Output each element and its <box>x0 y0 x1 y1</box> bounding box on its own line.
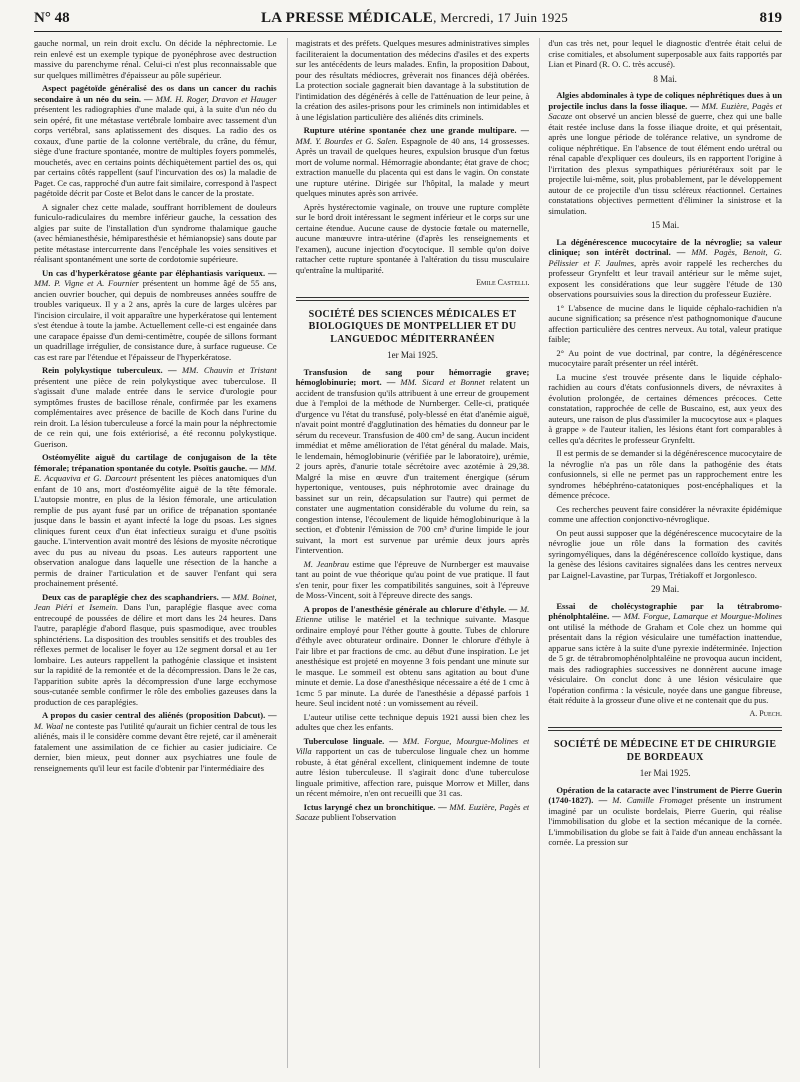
article-authors: MM. Forgue, Lamarque et Mourgue-Molines <box>623 611 782 621</box>
article-authors: MM. Pagès, Benoit, G. Pélissier et F. Jaulmes, <box>548 247 782 268</box>
article-paragraph <box>296 125 530 199</box>
society-heading: SOCIÉTÉ DES SCIENCES MÉDICALES ET BIOLOGIQUES DE MONTPELLIER ET DU LANGUEDOC MÉDITERRANÉEN <box>308 308 517 345</box>
article-authors: MM. P. Vigne et A. Fournier <box>34 278 143 288</box>
article-text: On peut aussi supposer que la dégénérescence mucocytaire de la névroglie joue un rôle dans la formation des cavités syringomyéliques, dans la dégénérescence colloïdo kystique, dans la genèse des lésions cavitaires signalées dans les centres nerveux par Laignel-Lavastine, par Turpas, Trétiakoff et Jorgonlesco. <box>548 527 782 580</box>
author-signature: Emile Castelli. <box>476 278 530 287</box>
article-authors: M. Waal <box>34 720 66 731</box>
article-paragraph <box>548 90 782 216</box>
article-heading: Transfusion de sang pour hémorragie grave; hémoglobinurie; mort. — <box>295 366 530 387</box>
article-text: présente un instrument imaginé par un oculiste bordelais, Pierre Guerin, qui réalise l'immobilisation du globe et la section mécanique de la cornée. L'immobilisation du globe se fait à l'aide d'un anneau enchâssant la cornée. La pression sur <box>548 795 782 847</box>
article-paragraph <box>548 38 782 70</box>
article-paragraph <box>34 365 277 449</box>
article-text: présentent un homme âgé de 55 ans, ancien ouvrier boucher, qui depuis de nombreuses années souffre de troubles variqueux. Il y a 2 ans, après la cure de larges ulcères par l'incision circulaire, il voit apparaître une hyperkératose qui lentement s'est étendue à toute la jambe. Actuellement celle-ci est engainée dans une carapace épaisse d'un demi-centimètre, coupée de sillons formant un quadrillage irrégulier, de consistance dure, à surface rugueuse. Ce cas est rare par l'étendue et l'épaisseur de l'hyperkératose. <box>34 278 277 362</box>
article-heading: La dégénérescence mucocytaire de la névroglie; sa valeur clinique; son intérêt doctrinal. — <box>548 236 782 257</box>
article-paragraph <box>296 367 530 556</box>
article-authors: M. Camille Fromaget <box>612 795 698 805</box>
article-text: publient l'observation <box>321 812 397 822</box>
article-text: utilise le matériel et la technique suivante. Masque ordinaire employé pour l'éther goutte à goutte. Tubes de chlorure d'éthyle avec obturateur ordinaire. Donner le chlorure d'éthyle à l'air libre et par fractions de cmc. au début d'une inspiration. Le jet anesthésique est projeté en moyenne 3 fois pendant une minute sur le masque. Le sommeil est obtenu sans agitation au bout d'une minute et demie. La dose d'anesthésique nécessaire a été de 1 cmc à 1cmc 5 par minute. La durée de l'anesthésie a dépassé parfois 1 heure. Seul incident noté : un vomissement au réveil. <box>295 614 530 708</box>
article-text: estime que l'épreuve de Nurnberger est mauvaise tant au point de vue théorique qu'au point de vue pratique. Il faut s'en tenir, pour fixer les compatibilités sanguines, soit à l'épreuve de Moss-Vincent, soit à l'épreuve directe des sangs. <box>295 558 530 600</box>
article-text: Espagnole de 40 ans, 14 grossesses. Après un travail de quelques heures, expulsion brusque d'un fœtus mort de volume normal. Hémorragie abondante; état grave de choc; extraction manuelle du placenta qui est dans le vagin. On constate une rupture utérine. Dirigée sur l'hôpital, la malade y meurt quelques minutes après son arrivée. <box>295 135 530 198</box>
article-text: ne conteste pas l'utilité qu'aurait un fichier central de tous les aliénés, mais il le considère comme devant être rejeté, car il amènerait fatalement une assimilation de ce fichier au casier judiciaire. Ce dernier, bien mieux, peut donner aux psychiatres une foule de renseignements qu'il leur est facile d'obtenir par l'intermédiaire des <box>34 720 277 773</box>
article-heading: Deux cas de paraplégie chez des scaphandriers. — <box>42 591 233 602</box>
session-date: 29 Mai. <box>651 584 680 594</box>
society-heading: SOCIÉTÉ DE MÉDECINE ET DE CHIRURGIE DE BORDEAUX <box>554 739 777 763</box>
article-heading: A propos du casier central des aliénés (proposition Dabcut). — <box>42 710 277 720</box>
article-heading: Tuberculose linguale. — <box>303 735 403 746</box>
page-number: 819 <box>759 10 782 26</box>
article-paragraph <box>296 559 530 601</box>
article-authors: MM. Euzière, Pagès et Sacaze <box>295 801 530 822</box>
article-text: L'auteur utilise cette technique depuis 1921 aussi bien chez les adultes que chez les enfants. <box>295 711 530 732</box>
article-paragraph <box>548 372 782 446</box>
article-paragraph <box>296 604 530 709</box>
article-paragraph <box>34 452 277 589</box>
article-heading: Rein polykystique tuberculeux. — <box>42 365 182 375</box>
article-heading: Ostéomyélite aiguë du cartilage de conjugaison de la tête fémorale; trépanation spontanée du cotyle. Psoïtis gauche. — <box>34 452 277 473</box>
article-text: Après hystérectomie vaginale, on trouve une rupture complète sur le bord droit intéressant le segment inférieur et le corps sur une certaine étendue. Aucune cause de dystocie fœtale ou maternelle, aucune manœuvre intra-utérine (d'après les renseignements et l'examen), aucune injection d'ocytocique. Il semble qu'on doive rattacher cette rupture spontanée à l'altération du tissu musculaire qu'entraîne la multiparité. <box>295 201 530 275</box>
article-paragraph <box>548 303 782 345</box>
article-paragraph <box>548 528 782 581</box>
article-authors: MM. Boinet, Jean Piéri et Isemein. <box>34 591 277 612</box>
article-heading: Essai de cholécystographie par la tétrabromo-phénolphtaléine. — <box>548 600 782 621</box>
session-date: 1er Mai 1925. <box>387 350 438 360</box>
article-text: d'un cas très net, pour lequel le diagnostic d'entrée était celui de crise comitiales, et absolument superposable aux faits rapportés par Lian et Pinard (R. O. C. très accusé). <box>548 38 782 69</box>
journal-title <box>261 10 568 27</box>
article-text: Ces recherches peuvent faire considérer la névraxite épidémique comme une affection conjonctivo-névroglique. <box>548 503 782 524</box>
article-authors: M. Jeanbrau <box>303 558 353 569</box>
article-paragraph <box>34 83 277 199</box>
article-heading: Un cas d'hyperkératose géante par éléphantiasis variqueux. — <box>42 267 277 278</box>
author-signature: A. Puech. <box>749 708 782 718</box>
article-paragraph <box>34 592 277 708</box>
article-text: présentent les radiographies d'une malade qui, à la suite d'un néo du sein opéré, fit une métastase vertébrale lombaire avec tassement d'un corps vertébral, sans aplatissement des disques. La radio des os coxaux, d'une partie de la colonne vertébrale, du crâne, du fémur, siège d'une fracture spontanée, montre de multiples foyers pommelés, mouchetés, avec en certains points déchiquètement partiel des os, qui par certains côtés rappellent (sauf l'incurvation des os) la maladie de Paget. Ce cas, rapproché d'un autre fait similaire, correspond à l'aspect pagétoïde décrit par Coste et Belot dans le cancer de la prostate. <box>34 104 277 198</box>
article-paragraph <box>34 38 277 80</box>
session-date: 1er Mai 1925. <box>639 768 691 778</box>
article-authors: MM. Chauvin et Tristant <box>182 365 277 375</box>
article-text: relatent un accident de transfusion qu'ils attribuent à une erreur de groupement due à l'emploi de la méthode de Nurnberger. Celle-ci, pratiquée d'urgence vu l'état du transfusé, poly-blessé en état d'anémie aiguë, n'avait point montré d'agglutination des hématies du donneur par le sérum du receveur. Transfusion de 400 cm³ de sang. Aucun incident immédiat et même amélioration de l'état général du malade. Mais, le lendemain, hémoglobinurie (vérifiée par le laboratoire), urémie, 2 jours après, d'anurie totale sécrétoire avec azotémie à 29,38. Malgré la mise en œuvre d'un traitement énergique (sérum hypertonique, ventouses, puis néphrotomie avec drainage du bassinet sur un rein, décapsulation sur l'autre) qui permet de constater une augmentation considérable du volume du rein, sa congestion intense, l'écoulement de liquide hémoglobinurique à la section, et d'obtenir l'émission de 700 cm³ d'urine limpide le jour suivant, la mort est survenue par urémie deux jours après l'intervention. <box>295 377 530 555</box>
article-text: ont observé un ancien blessé de guerre, chez qui une balle était restée incluse dans la fosse iliaque droite, et qui présentait, après une longue période de tolérance relative, un syndrome de colique néphrétique. En l'absence de tout élément endo urétral ou rénal capable d'expliquer ces douleurs, ils en rapportent l'origine à l'irritation des plexus sympathiques périurétéraux soit par le projectile lui-même, soit, plus probablement, par le développement autour de ce projectile d'un tissu scléreux réactionnel. Certaines constatations objectives permettent d'éliminer la sinistrose et la simulation. <box>548 111 782 216</box>
article-text: La mucine s'est trouvée présente dans le liquide céphalo-rachidien au cours d'états confusionnels divers, de névraxites à évolution prolongée, de certaines démences précoces. Cette constatation, rapprochée de celle de Buscaino, est, aux yeux des auteurs, une raison de plus d'assimiler la mucocytose aux « plaques à grappe » de l'auteur italien, les lésions étant fort comparables à celles qu'a décrites le professeur Grynfeltt. <box>548 371 782 445</box>
column-3 <box>539 38 782 1068</box>
article-paragraph <box>34 202 277 265</box>
article-authors: M. Etienne <box>295 603 530 624</box>
article-paragraph <box>34 268 277 363</box>
article-text: magistrats et des préfets. Quelques mesures administratives simples faciliteraient la documentation des médecins d'asiles et des experts sur les antécédents de leurs malades. Enfin, la proposition Dabout, pour des résultats médiocres, grèverait nos finances déjà obérées. La protection sociale gagnerait bien davantage à la substitution de l'intimidation des dégénérés à celle de l'atténuation de leur peine, à la création des asiles-prisons pour les criminels non intimidables et à une législation particulière des aliénés dits criminels. <box>295 38 530 122</box>
column-1 <box>34 38 277 1068</box>
article-text: gauche normal, un rein droit exclu. On décide la néphrectomie. Le rein enlevé est un exemple typique de pyonéphrose avec destruction massive du parenchyme rénal. Celui-ci n'est plus reconnaissable que sur quelques millimètres d'épaisseur au pôle supérieur. <box>34 38 277 80</box>
journal-name: LA PRESSE MÉDICALE <box>260 10 434 26</box>
article-text: A signaler chez cette malade, souffrant horriblement de douleurs funiculo-radiculaires du membre inférieur gauche, la cessation des algies par suite de l'installation d'un syndrome thalamique gauche (avec hémianesthésie, hémiparesthésie et hémianopsie) sans doute par petite métastase intercurrente dans l'encéphale les voies sensitives et réalisant spontanément une sorte de cordotomie supérieure. <box>34 201 277 264</box>
section-rule <box>548 727 782 731</box>
article-authors: MM. Forgue, Mourgue-Molines et Villa <box>295 735 530 756</box>
article-paragraph <box>548 785 782 848</box>
section-rule <box>296 297 530 301</box>
article-text: présentent une pièce de rein polykystique avec tuberculose. Il s'agissait d'une malade entrée dans le service d'urologie pour symptômes frustes de bacillose rénale, confirmée par les examens complémentaires avec présence de bacille de Koch dans l'urine du rein droit. La lésion tuberculeuse a forcé la main pour la néphrectomie de ce rein qui, une fois extériorisé, a été reconnu polykystique. Guerison. <box>34 375 277 449</box>
article-heading: Ictus laryngé chez un bronchitique. — <box>303 801 450 812</box>
article-text: après avoir rappelé les recherches du professeur Grynfeltt et leur travail antérieur sur le même sujet, exposent les considérations que leur suggère l'étude de 130 observations poursuivies sous la direction du professeur Euzière. <box>548 257 782 299</box>
article-text: présentent les pièces anatomiques d'un enfant de 10 ans, mort d'ostéomyélite aiguë de la tête fémorale. L'autopsie montre, en plus de la lésion fémorale, une articulation remplie de pus ayant fusé par un orifice de trépanation spontanée jusque dans le bassin et ayant infecté la loge du psoas. Les signes cliniques furent ceux d'un état infectieux suraigu et d'une psoïtis gauche. L'intervention avait montré des lésions de myosite nécrotique avec du pus au niveau du psoas. Les auteurs rapportent une observation analogue dans laquelle une résection de la hanche a permis de drainer l'articulation et de sauver l'enfant qui sera prochainement présenté. <box>34 473 277 588</box>
article-authors: MM. Y. Bourdes et G. Salen. <box>295 135 402 146</box>
article-text: rapportent un cas de tuberculose linguale chez un homme robuste, à état général excellent, cliniquement indemne de toute autre lésion tuberculeuse. Il s'agirait donc d'une tuberculose linguale primitive, affection rare, puisque Morrow et Miller, dans un récent mémoire, n'en ont recueilli que 31 cas. <box>295 746 530 798</box>
article-paragraph <box>296 202 530 276</box>
issue-date: , Mercredi, 17 Juin 1925 <box>433 10 569 25</box>
article-heading: Rupture utérine spontanée chez une grande multipare. — <box>303 125 530 135</box>
article-authors: MM. Sicard et Bonnet <box>400 377 490 387</box>
article-paragraph <box>296 38 530 122</box>
article-text: 1° L'absence de mucine dans le liquide céphalo-rachidien n'a aucune signification; sa présence n'est pathognomonique d'aucune affection particulière des centres nerveux. Au total, valeur pratique faible; <box>548 302 782 344</box>
article-paragraph <box>548 601 782 706</box>
article-paragraph <box>296 802 530 823</box>
article-text: ont utilisé la méthode de Graham et Cole chez un homme qui présentait dans la région vésiculaire une tuméfaction inattendue, apparue sans ictère à la suite d'une pyrexie indéterminée. Injection de 5 gr. de tétrabromophénolphtaléine ne provoqua aucun incident, mais des radiographies successives ne donnèrent aucune image vésiculaire. On conclut donc à une lésion vésiculaire que l'opération confirma : la vésicule, noyée dans une gangue fibreuse, était réduite à la grosseur d'une olive et ne contenait que du pus. <box>548 621 782 705</box>
article-paragraph <box>34 710 277 773</box>
article-heading: Aspect pagétoïde généralisé des os dans un cancer du rachis secondaire à un néo du sein. — <box>34 83 277 104</box>
column-2 <box>287 38 530 1068</box>
article-columns <box>34 38 782 1068</box>
article-heading: Algies abdominales à type de coliques néphrétiques dues à un projectile inclus dans la fosse iliaque. — <box>548 90 782 111</box>
article-paragraph <box>548 504 782 525</box>
issue-number: N° 48 <box>34 10 70 26</box>
article-authors: MM. Euzière, Pagès et Sacaze <box>548 100 782 121</box>
article-paragraph <box>548 448 782 501</box>
article-authors: MM. H. Roger, Dravon et Hauger <box>155 93 277 104</box>
article-text: Il est permis de se demander si la dégénérescence mucocytaire de la névroglie n'a pas un rôle dans la pathogénie des états confusionnels, si elle ne permet pas un rapprochement entre les syndromes hébéphréno-catatoniques post-encéphaliques et la démence précoce. <box>548 448 782 500</box>
article-paragraph <box>548 348 782 369</box>
session-date: 8 Mai. <box>653 73 677 84</box>
masthead <box>34 10 782 32</box>
article-paragraph <box>548 237 782 300</box>
article-paragraph <box>296 736 530 799</box>
article-heading: A propos de l'anesthésie générale au chlorure d'éthyle. — <box>303 603 521 614</box>
article-text: 2° Au point de vue doctrinal, par contre, la dégénérescence mucocytaire paraît présenter un réel intérêt. <box>548 347 782 368</box>
article-heading: Opération de la cataracte avec l'instrument de Pierre Guerin (1740-1827). — <box>548 784 782 805</box>
session-date: 15 Mai. <box>651 220 680 230</box>
article-paragraph <box>296 712 530 733</box>
article-text: Dans l'un, paraplégie flasque avec coma entrecoupé de poussées de délire et mort dans les 24 heures. Dans l'autre, paraplégie d'abord flasque, puis spasmodique, avec troubles sphinctériens. La disposition des troubles sensitifs et des troubles des réflexes permet de localiser le foyer au 12e segment dorsal et au 1er lombaire. Les auteurs rappellent la pathogénie classique et insistent sur la rapidité de la remontée et de la décompression. Dans le 2e cas, l'apparition subite après la décompression d'une large ecchymose sous-cutanée semble confirmer le rôle des embolies gazeuses dans la production de ces paraplégies. <box>34 602 277 707</box>
article-authors: MM. E. Acquaviva et G. Darcourt <box>34 462 277 483</box>
